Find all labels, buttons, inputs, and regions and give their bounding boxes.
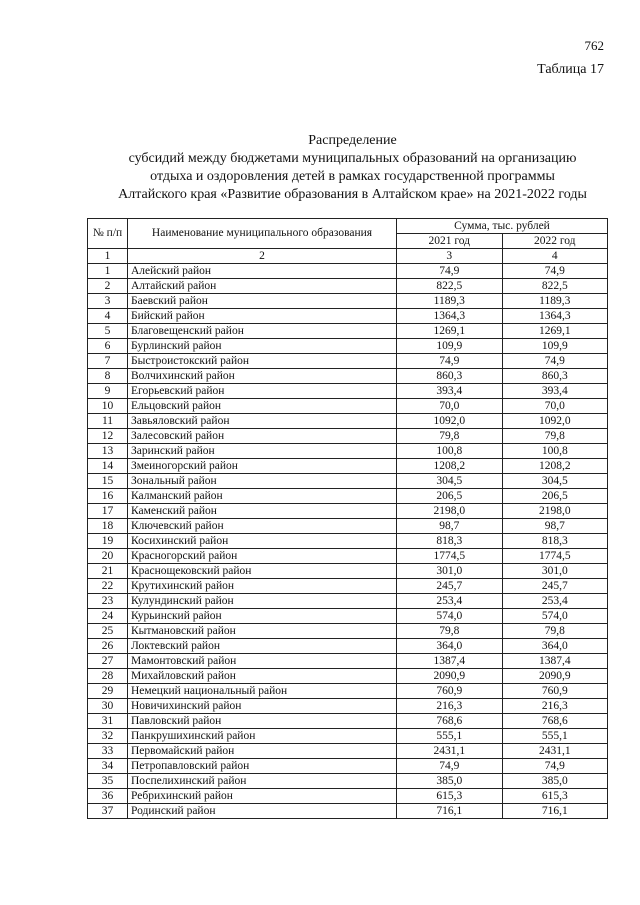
row-district-name: Первомайский район — [128, 744, 397, 759]
row-district-name: Курьинский район — [128, 609, 397, 624]
row-sum-2021: 2090,9 — [397, 669, 503, 684]
row-num: 30 — [88, 699, 128, 714]
row-sum-2021: 1387,4 — [397, 654, 503, 669]
row-sum-2021: 1189,3 — [397, 294, 503, 309]
row-num: 3 — [88, 294, 128, 309]
title-line-3: отдыха и оздоровления детей в рамках государственной программы — [150, 169, 555, 184]
row-sum-2021: 822,5 — [397, 279, 503, 294]
table-row — [88, 399, 608, 414]
table-row — [88, 429, 608, 444]
row-district-name: Косихинский район — [128, 534, 397, 549]
row-sum-2021: 2198,0 — [397, 504, 503, 519]
row-num: 14 — [88, 459, 128, 474]
table-row — [88, 684, 608, 699]
row-district-name: Калманский район — [128, 489, 397, 504]
row-sum-2021: 109,9 — [397, 339, 503, 354]
row-sum-2021: 79,8 — [397, 624, 503, 639]
row-sum-2022: 109,9 — [502, 339, 608, 354]
row-sum-2022: 760,9 — [502, 684, 608, 699]
table-row — [88, 714, 608, 729]
row-district-name: Бурлинский район — [128, 339, 397, 354]
row-district-name: Зональный район — [128, 474, 397, 489]
header-col-3: 3 — [397, 249, 503, 264]
table-row — [88, 369, 608, 384]
row-num: 31 — [88, 714, 128, 729]
row-num: 10 — [88, 399, 128, 414]
row-sum-2021: 245,7 — [397, 579, 503, 594]
row-sum-2021: 760,9 — [397, 684, 503, 699]
row-sum-2021: 1774,5 — [397, 549, 503, 564]
table-row — [88, 324, 608, 339]
row-district-name: Заринский район — [128, 444, 397, 459]
row-sum-2022: 860,3 — [502, 369, 608, 384]
row-num: 11 — [88, 414, 128, 429]
row-num: 1 — [88, 264, 128, 279]
row-num: 23 — [88, 594, 128, 609]
row-sum-2021: 216,3 — [397, 699, 503, 714]
row-district-name: Алейский район — [128, 264, 397, 279]
row-sum-2022: 253,4 — [502, 594, 608, 609]
table-row — [88, 339, 608, 354]
row-district-name: Залесовский район — [128, 429, 397, 444]
row-sum-2022: 393,4 — [502, 384, 608, 399]
header-year-2022: 2022 год — [502, 234, 608, 249]
header-col-2: 2 — [128, 249, 397, 264]
row-sum-2021: 1208,2 — [397, 459, 503, 474]
row-sum-2021: 1364,3 — [397, 309, 503, 324]
row-district-name: Ключевский район — [128, 519, 397, 534]
row-sum-2022: 818,3 — [502, 534, 608, 549]
header-year-2021: 2021 год — [397, 234, 503, 249]
table-row — [88, 624, 608, 639]
row-sum-2022: 79,8 — [502, 624, 608, 639]
title-line-1: Распределение — [308, 133, 397, 148]
row-district-name: Кулундинский район — [128, 594, 397, 609]
row-num: 19 — [88, 534, 128, 549]
table-row — [88, 789, 608, 804]
row-district-name: Павловский район — [128, 714, 397, 729]
row-sum-2021: 70,0 — [397, 399, 503, 414]
row-num: 25 — [88, 624, 128, 639]
row-sum-2022: 1092,0 — [502, 414, 608, 429]
row-sum-2022: 364,0 — [502, 639, 608, 654]
row-sum-2022: 555,1 — [502, 729, 608, 744]
row-district-name: Новичихинский район — [128, 699, 397, 714]
row-district-name: Алтайский район — [128, 279, 397, 294]
document-title — [90, 132, 615, 204]
row-sum-2022: 822,5 — [502, 279, 608, 294]
table-row — [88, 579, 608, 594]
row-num: 37 — [88, 804, 128, 819]
row-sum-2021: 615,3 — [397, 789, 503, 804]
row-sum-2022: 2090,9 — [502, 669, 608, 684]
row-district-name: Змеиногорский район — [128, 459, 397, 474]
row-district-name: Ельцовский район — [128, 399, 397, 414]
row-district-name: Немецкий национальный район — [128, 684, 397, 699]
table-row — [88, 534, 608, 549]
row-sum-2021: 1269,1 — [397, 324, 503, 339]
row-sum-2022: 98,7 — [502, 519, 608, 534]
row-district-name: Михайловский район — [128, 669, 397, 684]
table-row — [88, 294, 608, 309]
table-row — [88, 729, 608, 744]
row-sum-2022: 79,8 — [502, 429, 608, 444]
table-row — [88, 279, 608, 294]
header-col-1: 1 — [88, 249, 128, 264]
row-sum-2022: 70,0 — [502, 399, 608, 414]
row-sum-2022: 1208,2 — [502, 459, 608, 474]
table-row — [88, 744, 608, 759]
row-num: 7 — [88, 354, 128, 369]
table-row — [88, 549, 608, 564]
row-num: 8 — [88, 369, 128, 384]
row-district-name: Поспелихинский район — [128, 774, 397, 789]
row-sum-2021: 716,1 — [397, 804, 503, 819]
row-num: 17 — [88, 504, 128, 519]
row-sum-2021: 253,4 — [397, 594, 503, 609]
row-sum-2021: 860,3 — [397, 369, 503, 384]
row-sum-2021: 74,9 — [397, 264, 503, 279]
table-row — [88, 759, 608, 774]
table-row — [88, 459, 608, 474]
row-num: 29 — [88, 684, 128, 699]
row-sum-2022: 216,3 — [502, 699, 608, 714]
row-num: 15 — [88, 474, 128, 489]
page-number: 762 — [584, 38, 604, 53]
row-sum-2021: 301,0 — [397, 564, 503, 579]
table-row — [88, 594, 608, 609]
subsidies-table — [87, 218, 608, 819]
row-district-name: Ребрихинский район — [128, 789, 397, 804]
row-sum-2022: 2431,1 — [502, 744, 608, 759]
row-num: 13 — [88, 444, 128, 459]
table-row — [88, 504, 608, 519]
row-district-name: Волчихинский район — [128, 369, 397, 384]
row-sum-2022: 304,5 — [502, 474, 608, 489]
row-sum-2021: 393,4 — [397, 384, 503, 399]
row-num: 21 — [88, 564, 128, 579]
table-row — [88, 519, 608, 534]
row-district-name: Баевский район — [128, 294, 397, 309]
header-sum: Сумма, тыс. рублей — [397, 219, 608, 234]
row-sum-2021: 79,8 — [397, 429, 503, 444]
row-sum-2021: 555,1 — [397, 729, 503, 744]
row-sum-2021: 574,0 — [397, 609, 503, 624]
row-district-name: Бийский район — [128, 309, 397, 324]
row-district-name: Завьяловский район — [128, 414, 397, 429]
table-row — [88, 654, 608, 669]
row-district-name: Благовещенский район — [128, 324, 397, 339]
row-sum-2022: 1364,3 — [502, 309, 608, 324]
row-sum-2022: 1387,4 — [502, 654, 608, 669]
table-row — [88, 489, 608, 504]
header-col-4: 4 — [502, 249, 608, 264]
row-sum-2022: 1269,1 — [502, 324, 608, 339]
row-num: 28 — [88, 669, 128, 684]
row-district-name: Крутихинский район — [128, 579, 397, 594]
row-sum-2022: 301,0 — [502, 564, 608, 579]
row-num: 2 — [88, 279, 128, 294]
row-sum-2022: 574,0 — [502, 609, 608, 624]
row-sum-2021: 2431,1 — [397, 744, 503, 759]
table-row — [88, 564, 608, 579]
row-num: 16 — [88, 489, 128, 504]
row-num: 32 — [88, 729, 128, 744]
row-sum-2021: 385,0 — [397, 774, 503, 789]
row-sum-2022: 100,8 — [502, 444, 608, 459]
row-district-name: Локтевский район — [128, 639, 397, 654]
row-sum-2021: 206,5 — [397, 489, 503, 504]
row-sum-2021: 100,8 — [397, 444, 503, 459]
row-num: 6 — [88, 339, 128, 354]
row-num: 4 — [88, 309, 128, 324]
row-sum-2022: 768,6 — [502, 714, 608, 729]
row-sum-2022: 2198,0 — [502, 504, 608, 519]
table-row — [88, 354, 608, 369]
row-district-name: Кытмановский район — [128, 624, 397, 639]
table-row — [88, 639, 608, 654]
row-district-name: Краснощековский район — [128, 564, 397, 579]
table-body — [88, 264, 608, 819]
row-sum-2021: 364,0 — [397, 639, 503, 654]
table-row — [88, 774, 608, 789]
row-sum-2021: 74,9 — [397, 354, 503, 369]
row-num: 22 — [88, 579, 128, 594]
row-num: 24 — [88, 609, 128, 624]
table-row — [88, 264, 608, 279]
table-row — [88, 384, 608, 399]
row-num: 34 — [88, 759, 128, 774]
table-row — [88, 444, 608, 459]
row-district-name: Родинский район — [128, 804, 397, 819]
table-row — [88, 474, 608, 489]
row-num: 9 — [88, 384, 128, 399]
row-num: 35 — [88, 774, 128, 789]
row-num: 18 — [88, 519, 128, 534]
row-sum-2021: 304,5 — [397, 474, 503, 489]
row-sum-2021: 768,6 — [397, 714, 503, 729]
row-sum-2022: 1774,5 — [502, 549, 608, 564]
row-district-name: Быстроистокский район — [128, 354, 397, 369]
row-sum-2022: 385,0 — [502, 774, 608, 789]
row-sum-2021: 818,3 — [397, 534, 503, 549]
row-sum-2022: 615,3 — [502, 789, 608, 804]
header-name: Наименование муниципального образования — [128, 219, 397, 249]
title-line-4: Алтайского края «Развитие образования в Алтайском крае» на 2021-2022 годы — [118, 187, 587, 202]
row-district-name: Каменский район — [128, 504, 397, 519]
row-district-name: Петропавловский район — [128, 759, 397, 774]
row-num: 20 — [88, 549, 128, 564]
row-num: 33 — [88, 744, 128, 759]
row-num: 26 — [88, 639, 128, 654]
row-sum-2022: 716,1 — [502, 804, 608, 819]
row-sum-2022: 74,9 — [502, 264, 608, 279]
row-district-name: Панкрушихинский район — [128, 729, 397, 744]
row-num: 5 — [88, 324, 128, 339]
title-line-2: субсидий между бюджетами муниципальных образований на организацию — [128, 151, 577, 166]
header-num: № п/п — [88, 219, 128, 249]
row-num: 27 — [88, 654, 128, 669]
table-label: Таблица 17 — [537, 62, 604, 77]
row-sum-2022: 245,7 — [502, 579, 608, 594]
table-row — [88, 609, 608, 624]
table-row — [88, 699, 608, 714]
row-sum-2021: 98,7 — [397, 519, 503, 534]
row-district-name: Красногорский район — [128, 549, 397, 564]
row-sum-2022: 74,9 — [502, 759, 608, 774]
row-district-name: Мамонтовский район — [128, 654, 397, 669]
row-sum-2022: 206,5 — [502, 489, 608, 504]
row-district-name: Егорьевский район — [128, 384, 397, 399]
table-row — [88, 804, 608, 819]
row-sum-2022: 74,9 — [502, 354, 608, 369]
table-row — [88, 669, 608, 684]
row-sum-2022: 1189,3 — [502, 294, 608, 309]
table-row — [88, 414, 608, 429]
row-num: 36 — [88, 789, 128, 804]
row-sum-2021: 74,9 — [397, 759, 503, 774]
row-num: 12 — [88, 429, 128, 444]
table-row — [88, 309, 608, 324]
row-sum-2021: 1092,0 — [397, 414, 503, 429]
